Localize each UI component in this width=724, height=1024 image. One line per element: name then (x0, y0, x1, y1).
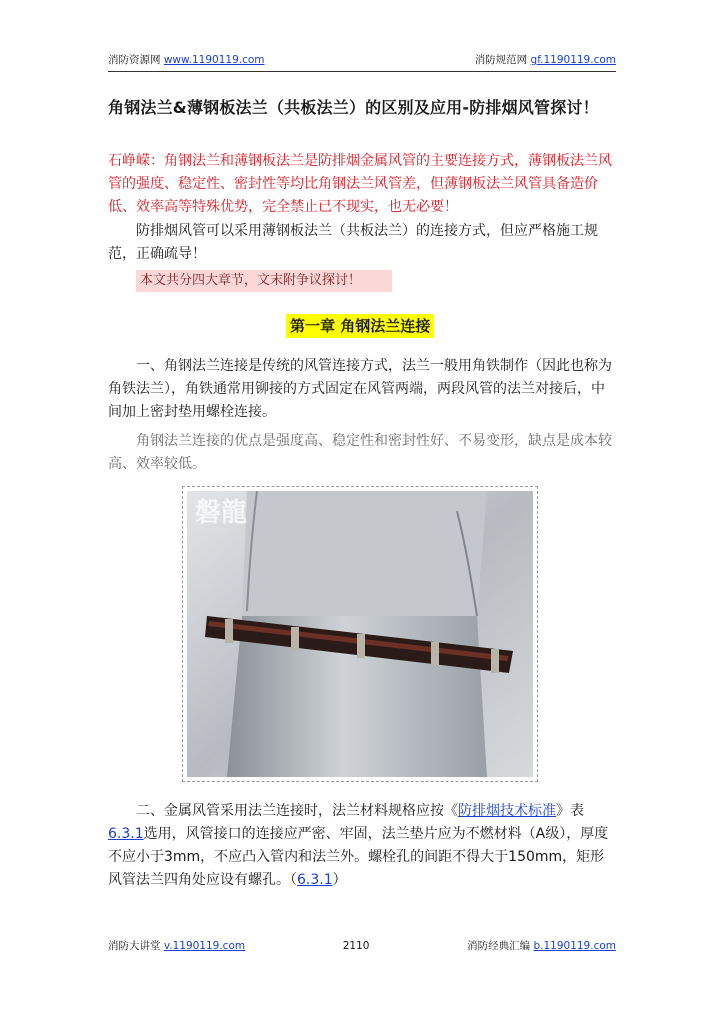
intro-highlight: 石峥嵘：角钢法兰和薄钢板法兰是防排烟金属风管的主要连接方式，薄钢板法兰风管的强度、稳定性、密封性等均比角钢法兰风管差，但薄钢板法兰风管具备造价低、效率高等特殊优势，完全禁止已不现实，也无必要！ (108, 153, 612, 215)
footer-right (467, 938, 616, 953)
header-right-label: 消防规范网 (474, 54, 528, 66)
paragraph-1: 一、角钢法兰连接是传统的风管连接方式，法兰一般用角铁制作（因此也称为角铁法兰），角铁通常用铆接的方式固定在风管两端，两段风管的法兰对接后，中间加上密封垫用螺栓连接。 (108, 358, 612, 420)
header-left-link[interactable]: www.1190119.com (163, 54, 265, 66)
footer-right-label: 消防经典汇编 (467, 940, 531, 952)
paragraph-3-text-c: 选用，风管接口的连接应严密、牢固，法兰垫片应为不燃材料（A级），厚度不应小于3mm，不应凸入管内和法兰外。螺栓孔的间距不得大于150mm，矩形风管法兰四角处应设有螺孔。（ (108, 826, 609, 888)
bolt (491, 649, 499, 673)
flange-duct-photo (187, 491, 533, 777)
page-footer (108, 938, 616, 953)
header-right-link[interactable]: gf.1190119.com (530, 54, 616, 66)
bolt (357, 634, 365, 658)
paragraph-2: 角钢法兰连接的优点是强度高、稳定性和密封性好、不易变形，缺点是成本较高、效率较低。 (108, 433, 612, 472)
page-header (108, 52, 616, 72)
header-left (108, 52, 265, 67)
intro-paragraph: 防排烟风管可以采用薄钢板法兰（共板法兰）的连接方式，但应严格施工规范，正确疏导！ (108, 223, 598, 262)
upper-duct (242, 491, 487, 616)
header-right (475, 52, 616, 67)
footer-right-link[interactable]: b.1190119.com (533, 940, 616, 952)
bolt (431, 642, 439, 666)
bolt (291, 627, 299, 651)
paragraph-3 (108, 800, 618, 892)
clause-link[interactable]: 6.3.1 (108, 826, 144, 842)
standard-link[interactable]: 防排烟技术标准 (458, 803, 556, 819)
page-number: 2110 (342, 940, 370, 952)
footer-left-label: 消防大讲堂 (108, 940, 161, 952)
photo-watermark: 磐龍 (195, 498, 248, 528)
footer-left (108, 938, 245, 953)
paragraph-3-text-d: ） (332, 872, 347, 888)
header-left-label: 消防资源网 (108, 54, 161, 66)
clause-link-2[interactable]: 6.3.1 (297, 872, 333, 888)
paragraph-3-text-b: 》表 (556, 803, 584, 819)
section-note: 本文共分四大章节，文末附争议探讨！ (136, 270, 392, 292)
paragraph-3-text-a: 二、金属风管采用法兰连接时，法兰材料规格应按《 (136, 803, 458, 819)
photo-frame (182, 486, 538, 782)
chapter-heading: 第一章 角钢法兰连接 (286, 314, 434, 338)
bolt (225, 619, 233, 643)
article-title: 角钢法兰&薄钢板法兰（共板法兰）的区别及应用-防排烟风管探讨！ (108, 98, 599, 117)
footer-left-link[interactable]: v.1190119.com (163, 940, 246, 952)
